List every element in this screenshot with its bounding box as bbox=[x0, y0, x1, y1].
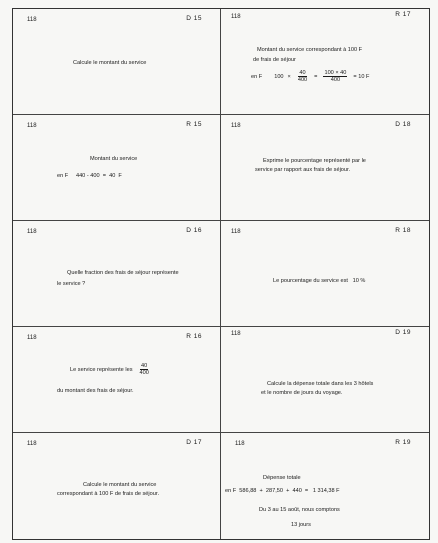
card-code: D 18 bbox=[395, 121, 411, 128]
answer-line-1: Dépense totale bbox=[263, 475, 301, 481]
card-number: 118 bbox=[231, 331, 241, 337]
question-line-1: Quelle fraction des frais de séjour représente bbox=[67, 270, 179, 276]
question-line-2: et le nombre de jours du voyage. bbox=[261, 390, 343, 396]
card-code: R 15 bbox=[186, 121, 202, 128]
card-d17 bbox=[13, 433, 221, 539]
card-r19 bbox=[221, 433, 429, 539]
card-number: 118 bbox=[27, 229, 37, 235]
question-line-2: correspondant à 100 F de frais de séjour. bbox=[57, 491, 159, 497]
card-code: R 18 bbox=[395, 227, 411, 234]
answer-line-1: Montant du service bbox=[90, 156, 138, 162]
question-line-2: le service ? bbox=[57, 281, 86, 287]
card-number: 118 bbox=[231, 229, 241, 235]
question-line-1: Exprime le pourcentage représenté par le bbox=[263, 158, 366, 164]
answer-line-2: du montant des frais de séjour. bbox=[57, 388, 134, 394]
card-d16 bbox=[13, 221, 221, 327]
card-r15 bbox=[13, 115, 221, 221]
answer-line-2: de frais de séjour bbox=[253, 57, 296, 63]
answer-line-3: Du 3 au 15 août, nous comptons bbox=[259, 507, 340, 513]
answer-line-2: en F 586,88 + 287,50 + 440 = 1 314,38 F bbox=[225, 488, 340, 494]
answer-line-1 bbox=[70, 363, 152, 376]
card-sheet bbox=[12, 8, 430, 540]
question-line-1: Calcule le montant du service bbox=[83, 482, 157, 488]
fraction-numerator: 40 bbox=[141, 363, 148, 369]
answer-line-4: 13 jours bbox=[291, 522, 311, 528]
question-line-2: service par rapport aux frais de séjour. bbox=[255, 167, 351, 173]
formula-a: 100 bbox=[274, 73, 284, 80]
formula-result: = 10 F bbox=[353, 73, 370, 80]
card-code: R 17 bbox=[395, 11, 411, 18]
card-number: 118 bbox=[231, 123, 241, 129]
card-number: 118 bbox=[27, 335, 37, 341]
card-r18 bbox=[221, 221, 429, 327]
fraction-denominator: 400 bbox=[139, 370, 149, 376]
fraction-numerator: 100 × 40 bbox=[324, 70, 347, 76]
card-code: D 17 bbox=[186, 439, 202, 446]
question-text: Calcule le montant du service bbox=[73, 60, 147, 66]
fraction-numerator: 40 bbox=[299, 70, 306, 76]
answer-line-2: en F 440 - 400 = 40 F bbox=[57, 173, 122, 179]
card-r17 bbox=[221, 9, 429, 115]
card-number: 118 bbox=[27, 123, 37, 129]
card-number: 118 bbox=[235, 441, 245, 447]
card-d18 bbox=[221, 115, 429, 221]
formula-times: × bbox=[287, 73, 291, 80]
fraction bbox=[297, 70, 308, 83]
card-number: 118 bbox=[27, 17, 37, 23]
card-code: D 19 bbox=[395, 329, 411, 336]
answer-line-1: Le pourcentage du service est 10 % bbox=[273, 278, 366, 284]
answer-text: Le service représente les bbox=[70, 366, 133, 373]
fraction-denominator: 400 bbox=[330, 77, 341, 83]
formula-equals: = bbox=[314, 73, 318, 80]
question-line-1: Calcule la dépense totale dans les 3 hôtels bbox=[267, 381, 374, 387]
card-d19 bbox=[221, 327, 429, 433]
formula bbox=[251, 70, 369, 83]
card-number: 118 bbox=[27, 441, 37, 447]
answer-line-1: Montant du service correspondant à 100 F bbox=[257, 47, 363, 53]
card-code: R 19 bbox=[395, 439, 411, 446]
card-code: R 16 bbox=[186, 333, 202, 340]
card-r16 bbox=[13, 327, 221, 433]
card-d15 bbox=[13, 9, 221, 115]
fraction-denominator: 400 bbox=[297, 77, 308, 83]
formula-prefix: en F bbox=[251, 73, 263, 80]
card-code: D 16 bbox=[186, 227, 202, 234]
card-code: D 15 bbox=[186, 15, 202, 22]
card-number: 118 bbox=[231, 14, 241, 20]
fraction bbox=[323, 70, 347, 83]
fraction bbox=[139, 363, 150, 376]
